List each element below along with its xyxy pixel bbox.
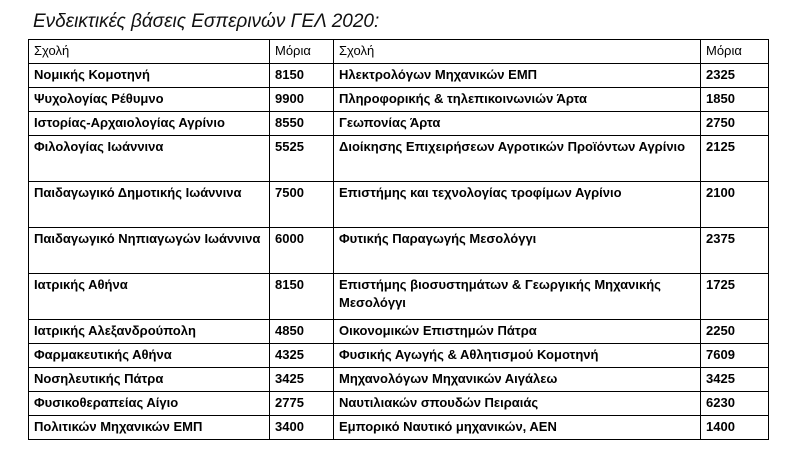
points-value: 3400 <box>270 416 334 440</box>
school-name: Φιλολογίας Ιωάννινα <box>29 136 270 182</box>
points-value: 8150 <box>270 274 334 320</box>
points-value: 2250 <box>701 320 769 344</box>
points-value: 2375 <box>701 228 769 274</box>
school-name: Μηχανολόγων Μηχανικών Αιγάλεω <box>334 368 701 392</box>
table-row <box>29 392 769 416</box>
table-row <box>29 274 769 320</box>
table-row <box>29 182 769 228</box>
page-title: Ενδεικτικές βάσεις Εσπερινών ΓΕΛ 2020: <box>33 11 380 32</box>
school-name: Νομικής Κομοτηνή <box>29 64 270 88</box>
school-name: Ιστορίας-Αρχαιολογίας Αγρίνιο <box>29 112 270 136</box>
school-name: Ναυτιλιακών σπουδών Πειραιάς <box>334 392 701 416</box>
points-value: 3425 <box>701 368 769 392</box>
school-name: Εμπορικό Ναυτικό μηχανικών, ΑΕΝ <box>334 416 701 440</box>
school-name: Φυτικής Παραγωγής Μεσολόγγι <box>334 228 701 274</box>
school-name: Παιδαγωγικό Δημοτικής Ιωάννινα <box>29 182 270 228</box>
points-value: 3425 <box>270 368 334 392</box>
table-row <box>29 344 769 368</box>
points-value: 4325 <box>270 344 334 368</box>
points-value: 6000 <box>270 228 334 274</box>
table-row <box>29 64 769 88</box>
points-value: 6230 <box>701 392 769 416</box>
points-value: 2325 <box>701 64 769 88</box>
points-value: 1850 <box>701 88 769 112</box>
table-row <box>29 320 769 344</box>
school-name: Ιατρικής Αλεξανδρούπολη <box>29 320 270 344</box>
school-name: Φαρμακευτικής Αθήνα <box>29 344 270 368</box>
table-row <box>29 416 769 440</box>
school-name: Οικονομικών Επιστημών Πάτρα <box>334 320 701 344</box>
table-row <box>29 88 769 112</box>
table-row <box>29 368 769 392</box>
header-school-left: Σχολή <box>29 40 270 64</box>
school-name: Φυσικής Αγωγής & Αθλητισμού Κομοτηνή <box>334 344 701 368</box>
school-name: Πολιτικών Μηχανικών ΕΜΠ <box>29 416 270 440</box>
points-value: 2750 <box>701 112 769 136</box>
points-value: 5525 <box>270 136 334 182</box>
points-value: 7609 <box>701 344 769 368</box>
points-value: 8150 <box>270 64 334 88</box>
school-name: Φυσικοθεραπείας Αίγιο <box>29 392 270 416</box>
points-value: 2125 <box>701 136 769 182</box>
school-name: Ηλεκτρολόγων Μηχανικών ΕΜΠ <box>334 64 701 88</box>
points-value: 8550 <box>270 112 334 136</box>
table-row <box>29 136 769 182</box>
school-name: Επιστήμης και τεχνολογίας τροφίμων Αγρίνιο <box>334 182 701 228</box>
table-row <box>29 112 769 136</box>
points-value: 2100 <box>701 182 769 228</box>
header-school-right: Σχολή <box>334 40 701 64</box>
header-points-left: Μόρια <box>270 40 334 64</box>
school-name: Ιατρικής Αθήνα <box>29 274 270 320</box>
school-name: Ψυχολογίας Ρέθυμνο <box>29 88 270 112</box>
school-name: Διοίκησης Επιχειρήσεων Αγροτικών Προϊόντων Αγρίνιο <box>334 136 701 182</box>
school-name: Νοσηλευτικής Πάτρα <box>29 368 270 392</box>
header-points-right: Μόρια <box>701 40 769 64</box>
table-header-row <box>29 40 769 64</box>
points-value: 4850 <box>270 320 334 344</box>
table-row <box>29 228 769 274</box>
school-name: Επιστήμης βιοσυστημάτων & Γεωργικής Μηχανικής Μεσολόγγι <box>334 274 701 320</box>
points-value: 9900 <box>270 88 334 112</box>
points-value: 2775 <box>270 392 334 416</box>
school-name: Παιδαγωγικό Νηπιαγωγών Ιωάννινα <box>29 228 270 274</box>
points-value: 1725 <box>701 274 769 320</box>
points-value: 1400 <box>701 416 769 440</box>
school-name: Πληροφορικής & τηλεπικοινωνιών Άρτα <box>334 88 701 112</box>
admission-scores-table <box>28 39 769 440</box>
school-name: Γεωπονίας Άρτα <box>334 112 701 136</box>
points-value: 7500 <box>270 182 334 228</box>
